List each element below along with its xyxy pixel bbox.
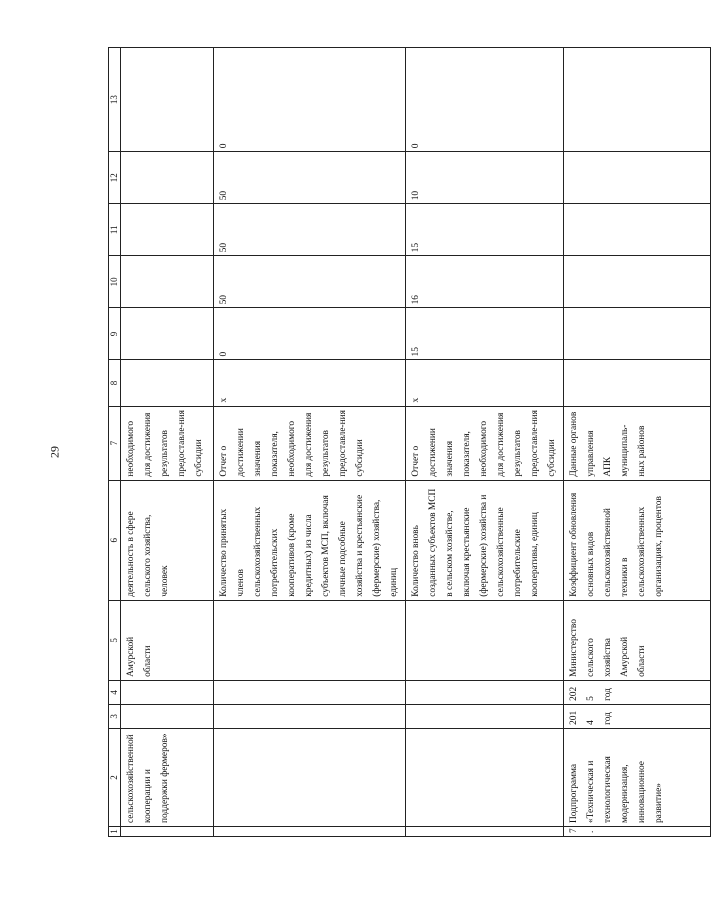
cell-source: необходимого для достижения результатов предоставле-ния субсидии: [121, 406, 214, 480]
cell-value: 16: [406, 256, 564, 308]
cell-value: x: [214, 360, 406, 406]
cell-value: 50: [214, 204, 406, 256]
cell-index: [121, 827, 214, 837]
column-number: 10: [109, 256, 121, 308]
cell-value: 0: [406, 48, 564, 152]
cell-value: 0: [214, 48, 406, 152]
cell-value: 10: [406, 152, 564, 204]
column-number: 3: [109, 704, 121, 728]
cell-value: [564, 204, 711, 256]
cell-value: [564, 256, 711, 308]
cell-end-year: [406, 680, 564, 704]
column-number: 6: [109, 480, 121, 600]
cell-value: [121, 308, 214, 360]
cell-value: 0: [214, 308, 406, 360]
cell-executor: Министерство сельского хозяйства Амурской области: [564, 600, 711, 680]
cell-program: [406, 728, 564, 826]
cell-start-year: [121, 704, 214, 728]
column-number: 8: [109, 360, 121, 406]
cell-indicator: Количество принятых членов сельскохозяйственных потребительских кооперативов (кроме кредитных) из числа субъектов МСП, включая личные подсобные хозяйства и крестьянские (фермерские) хозяйства, единиц: [214, 480, 406, 600]
cell-index: [214, 827, 406, 837]
cell-start-year: [214, 704, 406, 728]
cell-value: 50: [214, 152, 406, 204]
cell-value: 50: [214, 256, 406, 308]
cell-value: [121, 204, 214, 256]
column-number: 9: [109, 308, 121, 360]
cell-program: сельскохозяйственной кооперации и поддержки фермеров»: [121, 728, 214, 826]
cell-source: Отчет о достижении значения показателя, необходимого для достижения результатов предоставле-ния субсидии: [406, 406, 564, 480]
cell-indicator: деятельность в сфере сельского хозяйства, человек: [121, 480, 214, 600]
column-number: 13: [109, 48, 121, 152]
cell-indicator: Количество вновь созданных субъектов МСП в сельском хозяйстве, включая крестьянские (фермерские) хозяйства и сельскохозяйственные потребительские кооперативы, единиц: [406, 480, 564, 600]
cell-source: Данные органов управления АПК муниципаль-ных районов: [564, 406, 711, 480]
rotated-table-container: [108, 47, 664, 837]
cell-index: 7.: [564, 827, 711, 837]
column-number: 7: [109, 406, 121, 480]
cell-value: [564, 308, 711, 360]
table-row: [121, 48, 214, 837]
cell-value: [121, 152, 214, 204]
column-number: 12: [109, 152, 121, 204]
cell-value: [564, 152, 711, 204]
cell-executor: Амурской области: [121, 600, 214, 680]
table-row: [564, 48, 711, 837]
cell-value: x: [406, 360, 564, 406]
cell-end-year: [214, 680, 406, 704]
column-number: 1: [109, 827, 121, 837]
table-row: [406, 48, 564, 837]
cell-start-year: 2014 год: [564, 704, 711, 728]
cell-indicator: Коэффициент обновления основных видов сельскохозяйственной техники в сельскохозяйственных организациях, процентов: [564, 480, 711, 600]
cell-value: 15: [406, 308, 564, 360]
cell-value: [564, 48, 711, 152]
indicators-table: [108, 47, 711, 837]
table-row: [214, 48, 406, 837]
cell-value: [121, 256, 214, 308]
column-number: 11: [109, 204, 121, 256]
column-number: 4: [109, 680, 121, 704]
cell-start-year: [406, 704, 564, 728]
cell-program: [214, 728, 406, 826]
cell-source: Отчет о достижении значения показателя, необходимого для достижения результатов предоставле-ния субсидии: [214, 406, 406, 480]
cell-executor: [406, 600, 564, 680]
column-number: 2: [109, 728, 121, 826]
cell-value: [564, 360, 711, 406]
cell-value: 15: [406, 204, 564, 256]
column-number: 5: [109, 600, 121, 680]
cell-end-year: 2025 год: [564, 680, 711, 704]
page-number: 29: [47, 446, 62, 458]
cell-program: Подпрограмма «Техническая и технологическая модернизация, инновационное развитие»: [564, 728, 711, 826]
column-numbers-row: [109, 48, 121, 837]
cell-end-year: [121, 680, 214, 704]
cell-value: [121, 48, 214, 152]
cell-executor: [214, 600, 406, 680]
cell-index: [406, 827, 564, 837]
cell-value: [121, 360, 214, 406]
